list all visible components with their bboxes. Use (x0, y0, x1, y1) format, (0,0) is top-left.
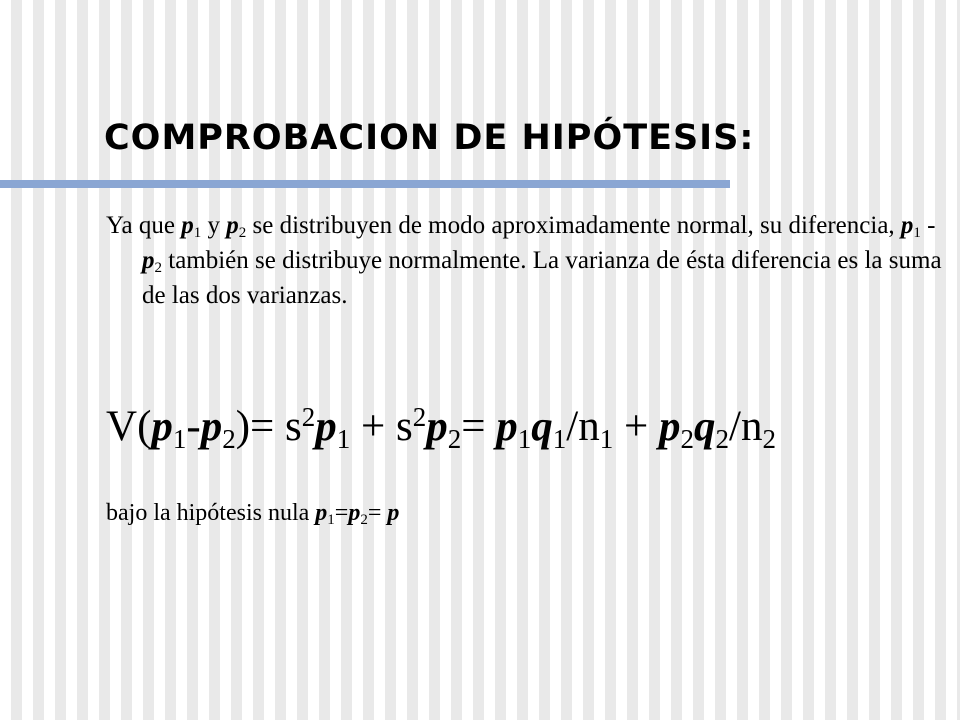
subscript-2: 2 (222, 424, 236, 454)
eq-close-equals: )= (235, 403, 286, 450)
subscript-2: 2 (762, 424, 776, 454)
subscript-1: 1 (336, 424, 351, 454)
para-text-3: se distribuyen de modo aproximadamente normal, su diferencia, (246, 212, 901, 239)
subscript-1: 1 (172, 424, 187, 454)
explanation-paragraph (106, 208, 942, 313)
slide-title: COMPROBACION DE HIPÓTESIS: (104, 118, 755, 158)
para-text-2: y (201, 212, 227, 239)
var-p: p (659, 403, 681, 450)
var-p: p (151, 403, 173, 450)
note-equals: = (334, 500, 349, 526)
subscript-2: 2 (447, 424, 462, 454)
variance-equation (106, 402, 776, 454)
subscript-1: 1 (327, 512, 335, 528)
subscript-2: 2 (238, 225, 247, 241)
var-p: p (200, 403, 223, 450)
eq-n: n (578, 403, 600, 450)
title-underline (0, 180, 730, 188)
subscript-2: 2 (360, 512, 368, 528)
var-q: q (531, 403, 553, 450)
var-p: p (226, 212, 239, 239)
eq-s: s (285, 403, 302, 450)
subscript-2: 2 (154, 260, 162, 276)
var-p: p (348, 500, 361, 526)
para-text-5: también se distribuye normalmente. La varianza de ésta diferencia es la suma de las dos varianzas. (142, 247, 942, 309)
eq-open-paren: ( (137, 403, 152, 450)
var-p: p (496, 403, 518, 450)
para-text-1: Ya que (106, 212, 182, 239)
eq-plus: + (613, 403, 660, 450)
eq-minus: - (186, 403, 201, 450)
subscript-1: 1 (193, 225, 202, 241)
para-text-4: - (920, 212, 936, 239)
note-text: bajo la hipótesis nula (106, 500, 316, 526)
eq-v: V (106, 403, 138, 450)
var-p: p (181, 212, 194, 239)
subscript-1: 1 (913, 225, 921, 241)
var-p: p (315, 403, 337, 450)
subscript-2: 2 (715, 424, 730, 454)
eq-s: s (396, 403, 413, 450)
note-equals: = (367, 500, 388, 526)
eq-plus: + (350, 403, 397, 450)
subscript-2: 2 (680, 424, 695, 454)
var-p: p (900, 212, 914, 239)
subscript-1: 1 (517, 424, 532, 454)
superscript-2: 2 (412, 402, 427, 432)
null-hypothesis-note (106, 500, 399, 527)
eq-slash: / (729, 403, 741, 450)
var-p: p (315, 500, 328, 526)
eq-n: n (740, 403, 763, 450)
subscript-1: 1 (552, 424, 567, 454)
eq-slash: / (566, 403, 579, 450)
superscript-2: 2 (301, 402, 316, 432)
var-p: p (142, 247, 155, 274)
subscript-1: 1 (599, 424, 614, 454)
eq-equals: = (461, 403, 497, 450)
var-p: p (387, 500, 400, 526)
var-q: q (694, 403, 716, 450)
var-p: p (426, 403, 448, 450)
